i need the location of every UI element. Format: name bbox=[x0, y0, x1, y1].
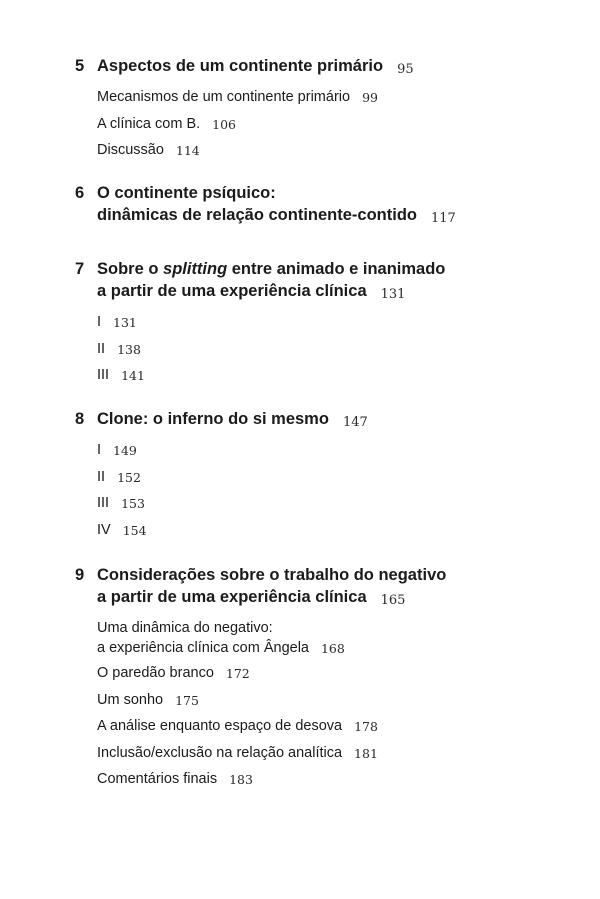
section-page-number: 138 bbox=[117, 341, 141, 357]
chapter-page-number: 117 bbox=[431, 211, 456, 226]
chapter-8 bbox=[75, 408, 575, 543]
section-entry[interactable] bbox=[97, 766, 575, 793]
section-label: IV bbox=[97, 521, 111, 538]
section-entry[interactable] bbox=[97, 437, 575, 464]
section-label: Um sonho bbox=[97, 691, 164, 708]
chapter-page-number: 95 bbox=[397, 62, 414, 77]
chapter-page-number: 165 bbox=[380, 593, 406, 608]
section-label-line: Uma dinâmica do negativo: bbox=[97, 620, 273, 636]
section-label: A clínica com B. bbox=[97, 115, 201, 132]
section-page-number: 181 bbox=[354, 745, 378, 761]
chapter-title-line: O continente psíquico: bbox=[97, 184, 276, 202]
chapter-title-line: dinâmicas de relação continente-contido bbox=[97, 206, 417, 224]
section-page-number: 131 bbox=[113, 315, 137, 330]
section-page-number: 175 bbox=[175, 692, 199, 708]
section-entry[interactable] bbox=[97, 490, 575, 517]
section-page-number: 172 bbox=[225, 666, 250, 681]
chapter-page-number: 131 bbox=[380, 287, 406, 302]
section-page-number: 153 bbox=[121, 496, 145, 511]
section-entry[interactable] bbox=[97, 687, 575, 714]
chapter-9 bbox=[75, 564, 575, 793]
section-entry[interactable] bbox=[97, 713, 575, 740]
section-label: I bbox=[97, 442, 102, 458]
section-entry[interactable] bbox=[97, 464, 575, 491]
italic-term: splitting bbox=[163, 260, 228, 278]
section-label: II bbox=[97, 468, 106, 485]
section-label: III bbox=[97, 495, 110, 511]
chapter-title[interactable] bbox=[97, 408, 575, 432]
section-label: Mecanismos de um continente primário bbox=[97, 89, 351, 105]
section-entry[interactable] bbox=[97, 84, 575, 111]
section-page-number: 99 bbox=[362, 90, 378, 105]
section-page-number: 154 bbox=[122, 522, 147, 538]
section-list bbox=[97, 615, 575, 793]
section-label: Discussão bbox=[97, 142, 164, 158]
chapter-5 bbox=[75, 55, 575, 164]
section-entry[interactable] bbox=[97, 309, 575, 336]
section-entry[interactable] bbox=[97, 517, 575, 544]
section-label: II bbox=[97, 340, 106, 357]
section-entry[interactable] bbox=[97, 615, 575, 660]
section-page-number: 168 bbox=[320, 641, 345, 656]
chapter-title[interactable] bbox=[97, 182, 575, 228]
chapter-title-line: Considerações sobre o trabalho do negativo bbox=[97, 566, 447, 584]
section-entry[interactable] bbox=[97, 660, 575, 687]
section-entry[interactable] bbox=[97, 336, 575, 363]
section-label: O paredão branco bbox=[97, 665, 214, 681]
section-page-number: 178 bbox=[354, 719, 378, 734]
chapter-title[interactable] bbox=[97, 564, 575, 610]
chapter-number: 6 bbox=[75, 184, 85, 202]
section-label: Comentários finais bbox=[97, 771, 218, 787]
chapter-title-line: Sobre o splitting entre animado e inanimado bbox=[97, 260, 446, 278]
chapter-number: 5 bbox=[75, 57, 85, 75]
chapter-title[interactable] bbox=[97, 55, 575, 79]
section-page-number: 183 bbox=[229, 772, 253, 787]
section-entry[interactable] bbox=[97, 111, 575, 138]
section-label: I bbox=[97, 314, 102, 330]
chapter-6 bbox=[75, 182, 575, 228]
section-entry[interactable] bbox=[97, 740, 575, 767]
chapter-number: 7 bbox=[75, 260, 85, 278]
chapter-title-line: a partir de uma experiência clínica bbox=[97, 588, 367, 606]
section-page-number: 152 bbox=[117, 469, 141, 485]
chapter-number: 8 bbox=[75, 410, 85, 428]
chapter-number: 9 bbox=[75, 566, 85, 584]
section-page-number: 141 bbox=[121, 368, 145, 383]
section-label: A análise enquanto espaço de desova bbox=[97, 718, 343, 734]
section-list bbox=[97, 437, 575, 543]
section-list bbox=[97, 309, 575, 389]
chapter-7 bbox=[75, 258, 575, 389]
section-page-number: 149 bbox=[113, 443, 137, 458]
section-label-line: a experiência clínica com Ângela bbox=[97, 640, 309, 656]
section-label: Inclusão/exclusão na relação analítica bbox=[97, 744, 343, 761]
chapter-title[interactable] bbox=[97, 258, 575, 304]
section-label: III bbox=[97, 367, 110, 383]
section-entry[interactable] bbox=[97, 362, 575, 389]
chapter-title-line: a partir de uma experiência clínica bbox=[97, 282, 367, 300]
chapter-title-text: Clone: o inferno do si mesmo bbox=[97, 410, 329, 428]
chapter-page-number: 147 bbox=[342, 415, 368, 430]
section-page-number: 114 bbox=[175, 143, 200, 158]
section-page-number: 106 bbox=[212, 116, 237, 132]
section-list bbox=[97, 84, 575, 164]
section-entry[interactable] bbox=[97, 137, 575, 164]
chapter-title-text: Aspectos de um continente primário bbox=[97, 57, 384, 75]
